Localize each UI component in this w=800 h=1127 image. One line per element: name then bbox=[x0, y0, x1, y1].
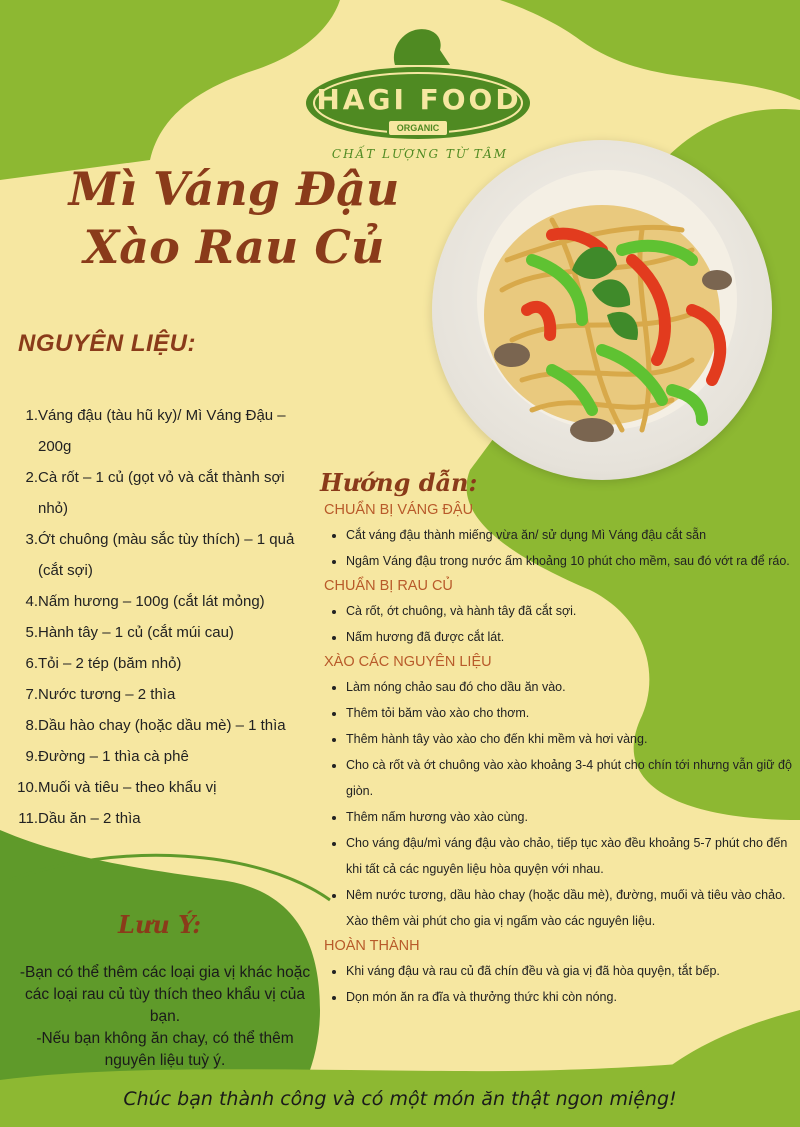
guide-step: • Thêm hành tây vào xào cho đến khi mềm và hơi vàng. bbox=[346, 726, 794, 752]
guide-step-list bbox=[324, 522, 794, 574]
ingredient-item bbox=[10, 462, 310, 524]
logo-leaf-icon bbox=[394, 29, 450, 65]
ingredient-text: Váng đậu (tàu hũ ky)/ Mì Váng Đậu – 200g bbox=[38, 407, 286, 455]
ingredient-item bbox=[10, 648, 310, 679]
ingredient-number: 3. bbox=[25, 531, 38, 548]
ingredient-item bbox=[10, 741, 310, 772]
guide-step: • Dọn món ăn ra đĩa và thưởng thức khi còn nóng. bbox=[346, 984, 794, 1010]
ingredient-text: Ớt chuông (màu sắc tùy thích) – 1 quả (cắt sợi) bbox=[38, 531, 295, 579]
guide-section-title: XÀO CÁC NGUYÊN LIỆU bbox=[324, 654, 492, 670]
guide-step: • Cà rốt, ớt chuông, và hành tây đã cắt sợi. bbox=[346, 598, 794, 624]
note-line-1: -Bạn có thể thêm các loại gia vị khác hoặc các loại rau củ tùy thích theo khẩu vị của bạn. bbox=[19, 964, 311, 1025]
dish-photo bbox=[432, 140, 772, 480]
ingredient-text: Nước tương – 2 thìa bbox=[38, 686, 176, 703]
ingredient-item bbox=[10, 400, 310, 462]
top-left-blob bbox=[0, 0, 340, 180]
ingredient-number: 10. bbox=[17, 779, 38, 796]
guide-section-title: CHUẨN BỊ RAU CỦ bbox=[324, 578, 453, 594]
title-line-2: Xào Rau Củ bbox=[83, 220, 385, 274]
guide-step: • Thêm tỏi băm vào xào cho thơm. bbox=[346, 700, 794, 726]
guide-step-list bbox=[324, 674, 794, 934]
ingredient-item bbox=[10, 524, 310, 586]
guide-step: • Thêm nấm hương vào xào cùng. bbox=[346, 804, 794, 830]
ingredient-item bbox=[10, 586, 310, 617]
closing-message: Chúc bạn thành công và có một món ăn thật ngon miệng! bbox=[123, 1088, 677, 1110]
ingredient-number: 5. bbox=[25, 624, 38, 641]
ingredient-item bbox=[10, 772, 310, 803]
ingredient-number: 8. bbox=[25, 717, 38, 734]
ingredient-number: 11. bbox=[18, 810, 38, 827]
ingredient-item bbox=[10, 679, 310, 710]
ingredient-item bbox=[10, 710, 310, 741]
brand-logo bbox=[300, 25, 540, 175]
ingredient-number: 2. bbox=[25, 469, 38, 486]
note-heading: Lưu Ý: bbox=[118, 910, 202, 939]
ingredient-number: 4. bbox=[25, 593, 38, 610]
guide-step: • Cho váng đậu/mì váng đậu vào chảo, tiếp tục xào đều khoảng 5-7 phút cho đến khi tất cả các nguyên liệu hòa quyện với nhau. bbox=[346, 830, 794, 882]
ingredient-text: Nấm hương – 100g (cắt lát mỏng) bbox=[38, 593, 265, 610]
ingredient-number: 9. bbox=[25, 748, 38, 765]
logo-brand-text: HAGI FOOD bbox=[316, 83, 522, 116]
guide-sections bbox=[324, 500, 794, 1014]
title-line-1: Mì Váng Đậu bbox=[68, 162, 400, 216]
note-text bbox=[10, 962, 320, 1072]
ingredients-list bbox=[10, 400, 310, 834]
guide-step: • Ngâm Váng đậu trong nước ấm khoảng 10 phút cho mềm, sau đó vớt ra để ráo. bbox=[346, 548, 794, 574]
guide-heading: Hướng dẫn: bbox=[320, 468, 478, 497]
top-right-blob bbox=[500, 0, 800, 100]
ingredient-text: Tỏi – 2 tép (băm nhỏ) bbox=[38, 655, 182, 672]
guide-step: • Làm nóng chảo sau đó cho dầu ăn vào. bbox=[346, 674, 794, 700]
guide-section-title: HOÀN THÀNH bbox=[324, 938, 420, 954]
logo-badge: ORGANIC bbox=[396, 123, 440, 133]
ingredients-heading: NGUYÊN LIỆU: bbox=[18, 330, 197, 357]
ingredient-number: 7. bbox=[25, 686, 38, 703]
ingredient-text: Hành tây – 1 củ (cắt múi cau) bbox=[38, 624, 234, 641]
ingredient-text: Cà rốt – 1 củ (gọt vỏ và cắt thành sợi nhỏ) bbox=[38, 469, 285, 517]
ingredient-number: 1. bbox=[25, 407, 38, 424]
guide-step-list bbox=[324, 958, 794, 1010]
guide-step: • Khi váng đậu và rau củ đã chín đều và gia vị đã hòa quyện, tắt bếp. bbox=[346, 958, 794, 984]
ingredient-text: Dầu ăn – 2 thìa bbox=[38, 810, 141, 827]
ingredient-item bbox=[10, 803, 310, 834]
guide-step-list bbox=[324, 598, 794, 650]
guide-step: • Cắt váng đậu thành miếng vừa ăn/ sử dụng Mì Váng đậu cắt sẵn bbox=[346, 522, 794, 548]
guide-step: • Cho cà rốt và ớt chuông vào xào khoảng 3-4 phút cho chín tới nhưng vẫn giữ độ giòn. bbox=[346, 752, 794, 804]
logo-tagline: CHẤT LƯỢNG TỪ TÂM bbox=[331, 147, 509, 161]
guide-section-title: CHUẨN BỊ VÁNG ĐẬU bbox=[324, 502, 474, 518]
guide-step: • Nêm nước tương, dầu hào chay (hoặc dầu mè), đường, muối và tiêu vào chảo. Xào thêm vài phút cho gia vị ngấm vào các nguyên liệu. bbox=[346, 882, 794, 934]
recipe-title bbox=[24, 160, 444, 276]
ingredient-number: 6. bbox=[25, 655, 38, 672]
guide-step: • Nấm hương đã được cắt lát. bbox=[346, 624, 794, 650]
ingredient-text: Muối và tiêu – theo khẩu vị bbox=[38, 779, 217, 796]
ingredient-text: Dầu hào chay (hoặc dầu mè) – 1 thìa bbox=[38, 717, 286, 734]
ingredient-item bbox=[10, 617, 310, 648]
ingredient-text: Đường – 1 thìa cà phê bbox=[38, 748, 189, 765]
dish-illustration bbox=[432, 140, 772, 480]
note-line-2: -Nếu bạn không ăn chay, có thể thêm nguyên liệu tuỳ ý. bbox=[36, 1030, 294, 1069]
